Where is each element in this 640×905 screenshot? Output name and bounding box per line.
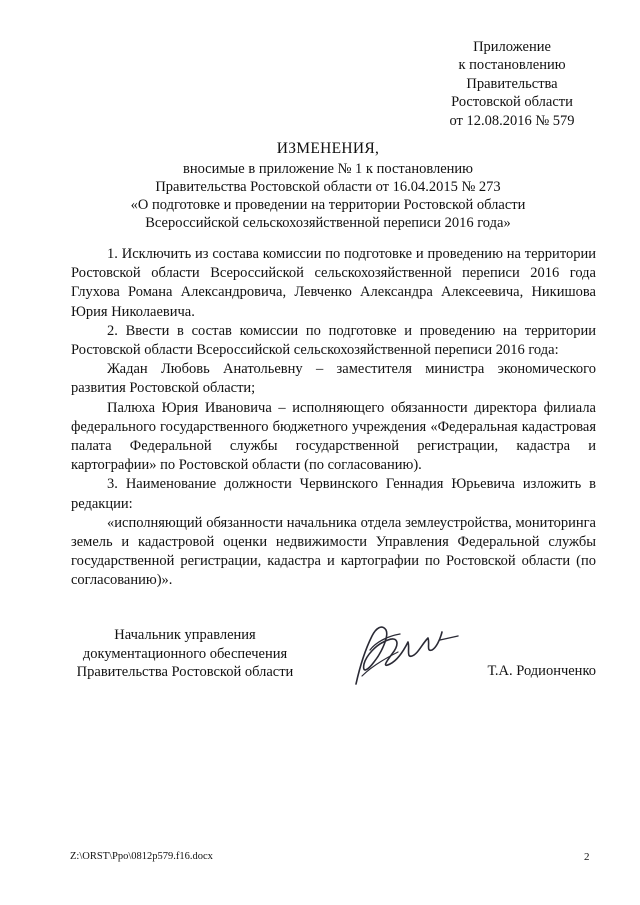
page-number: 2 xyxy=(584,851,590,863)
body-paragraph: Палюха Юрия Ивановича – исполняющего обязанности директора филиала федерального государственного бюджетного учреждения «Федеральная кадастровая палата Федеральной службы государственной регистрации, кадастра и картографии» по Ростовской области (по согласованию). xyxy=(71,399,596,474)
title-line: Всероссийской сельскохозяйственной переписи 2016 года» xyxy=(145,215,511,231)
signatory-position xyxy=(70,626,300,682)
signatory-position-line: Правительства Ростовской области xyxy=(76,664,294,680)
signatory-position-line: документационного обеспечения xyxy=(82,645,288,662)
handwritten-signature-icon xyxy=(342,614,462,692)
title-line: «О подготовке и проведении на территории Ростовской области xyxy=(130,197,526,213)
appendix-line: Правительства xyxy=(466,75,558,92)
signatory-position-line: Начальник управления xyxy=(114,627,256,643)
appendix-line: Ростовской области xyxy=(451,94,573,111)
document-title-block xyxy=(62,140,594,232)
body-paragraph: 2. Ввести в состав комиссии по подготовке и проведению на территории Ростовской области Всероссийской сельскохозяйственной переписи 2016 года: xyxy=(71,322,596,359)
appendix-line: к постановлению xyxy=(458,57,566,74)
body-paragraph: 3. Наименование должности Червинского Геннадия Юрьевича изложить в редакции: xyxy=(71,476,596,512)
body-paragraph: 1. Исключить из состава комиссии по подготовке и проведению на территории Ростовской области Всероссийской сельскохозяйственной переписи 2016 года Глухова Романа Александровича, Левченко Александра Алексеевича, Никишова Юрия Николаевича. xyxy=(71,246,596,320)
document-body xyxy=(71,245,596,591)
appendix-stamp xyxy=(428,38,596,130)
body-paragraph: Жадан Любовь Анатольевну – заместителя министра экономического развития Ростовской области; xyxy=(71,361,596,397)
signatory-name: Т.А. Родионченко xyxy=(487,663,596,679)
title-line: вносимые в приложение № 1 к постановлению xyxy=(182,161,474,177)
appendix-line: Приложение xyxy=(473,39,551,55)
appendix-line: от 12.08.2016 № 579 xyxy=(449,112,575,129)
body-paragraph: «исполняющий обязанности начальника отдела землеустройства, мониторинга земель и кадастровой оценки недвижимости Управления Федеральной службы государственной регистрации, кадастра и картографии по Ростовской области (по согласованию)». xyxy=(71,514,596,589)
document-title: ИЗМЕНЕНИЯ, xyxy=(276,140,380,157)
footer-file-path: Z:\ORST\Ppo\0812p579.f16.docx xyxy=(70,851,213,862)
title-line: Правительства Ростовской области от 16.04.2015 № 273 xyxy=(155,179,501,195)
